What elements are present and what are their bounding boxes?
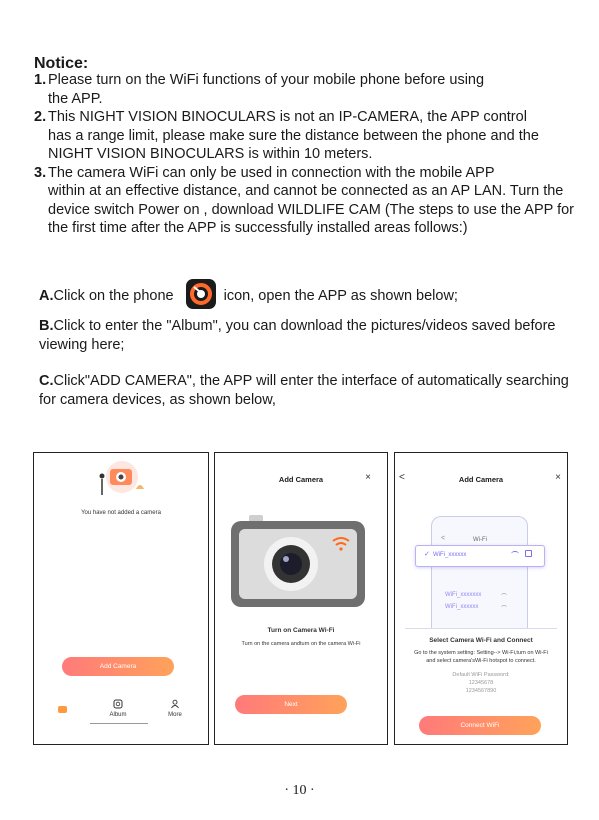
selected-network-name: WiFi_xxxxxx [433,552,467,558]
check-icon: ✓ [424,551,430,558]
page-number: · 10 · [284,783,315,798]
wifi-signal-icon [511,551,519,557]
wifi-signal-icon [501,605,507,610]
screen-select-wifi [394,452,568,745]
home-indicator [90,723,148,724]
step-b [39,317,579,355]
info-icon [525,550,532,557]
connect-wifi-button[interactable]: Connect WiFi [419,716,541,735]
notice-list [34,71,574,238]
back-chevron-icon: < [441,535,446,542]
turn-on-wifi-desc: Turn on the camera andturn on the camera Wi-Fi [241,641,361,647]
nav-album-label[interactable]: Album [109,712,127,718]
next-button[interactable]: Next [235,695,347,714]
default-password-value: 12345678 [468,680,494,686]
step-text: Click on the phone [53,287,174,304]
step-label: B. [39,318,54,334]
step-c [39,372,579,410]
album-icon[interactable] [113,699,123,709]
phone-divider [405,628,557,629]
default-password-label: Default WiFi Password: [452,672,510,678]
camera-illustration [94,459,150,499]
close-icon[interactable]: × [555,472,561,483]
notice-text-rest: has a range limit, please make sure the distance between the phone and the NIGHT VISION BINOCULARS is within 10 meters. [48,127,539,162]
screen-home [33,452,209,745]
step-label: A. [39,287,54,304]
default-password-value-alt: 1234567890 [465,688,497,694]
phone-mockup [431,516,528,629]
notice-text-rest: within at an effective distance, and cannot be connected as an AP LAN. Turn the device switch Power on , download WILDLIFE CAM (The steps to use the APP for the first time after the APP is successfully installed areas follows:) [48,183,575,236]
empty-state-text: You have not added a camera [81,510,161,516]
camera-device-illustration [229,513,369,609]
screen-turn-on-wifi [214,452,388,745]
nav-more-label[interactable]: More [168,712,182,718]
notice-num: 1. [34,72,47,88]
turn-on-wifi-heading: Turn on Camera Wi-Fi [267,627,335,634]
notice-num: 3. [34,164,47,181]
notice-item-3 [34,164,574,238]
close-icon[interactable]: × [365,472,371,483]
notice-text: The camera WiFi can only be used in connection with the mobile APP [48,164,495,181]
wildlife-cam-app-icon [186,279,216,309]
notice-title: Notice: [34,55,89,72]
step-text: Click"ADD CAMERA", the APP will enter the interface of automatically searching for camera devices, as shown below, [39,373,569,408]
camera-tab-icon[interactable] [58,706,67,713]
step-a [39,281,579,311]
notice-text: Please turn on the WiFi functions of your mobile phone before using [48,72,485,88]
screen-title: Add Camera [458,475,504,484]
step-label: C. [39,373,54,389]
network-item[interactable]: WiFi_xxxxxxx [445,592,482,598]
select-wifi-heading: Select Camera Wi-Fi and Connect [429,637,533,644]
notice-num: 2. [34,109,47,125]
wifi-settings-title: Wi-Fi [473,537,487,543]
step-text: Click to enter the "Album", you can download the pictures/videos saved before viewing here; [39,318,556,353]
person-icon[interactable] [170,699,180,709]
select-wifi-desc-line1: Go to the system setting: Setting--> Wi-Fi,turn on Wi-Fi [414,650,548,656]
notice-text: This NIGHT VISION BINOCULARS is not an IP-CAMERA, the APP control [48,109,527,125]
wifi-signal-icon [501,593,507,598]
back-icon[interactable]: < [399,472,405,483]
add-camera-button[interactable]: Add Camera [62,657,174,676]
screen-title: Add Camera [278,475,324,484]
network-item[interactable]: WiFi_xxxxxx [445,604,479,610]
select-wifi-desc-line2: and select camera'sWi-Fi hotspot to connect. [426,658,536,664]
notice-text-rest: the APP. [48,90,103,107]
notice-item-1 [34,71,574,108]
step-text-after: icon, open the APP as shown below; [223,287,458,304]
notice-item-2 [34,108,574,164]
